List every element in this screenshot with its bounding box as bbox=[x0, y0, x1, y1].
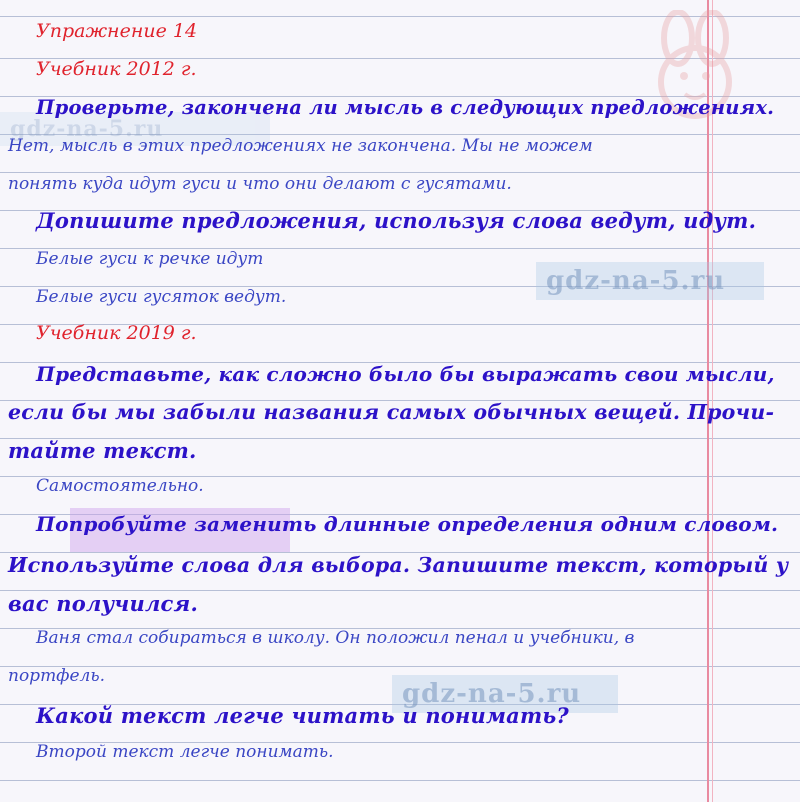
task-line: Представьте, как сложно было бы выражать свои мысли, bbox=[36, 362, 775, 386]
task-line: если бы мы забыли названия самых обычных вещей. Прочи- bbox=[8, 400, 775, 424]
task-line: Допишите предложения, используя слова ведут, идут. bbox=[36, 208, 757, 233]
textbook-2019-heading: Учебник 2019 г. bbox=[36, 322, 197, 344]
task-line: Какой текст легче читать и понимать? bbox=[36, 703, 569, 728]
answer-line: Ваня стал собираться в школу. Он положил пенал и учебники, в bbox=[36, 628, 635, 648]
watermark: gdz-na-5.ru bbox=[0, 112, 270, 146]
task-line: Проверьте, закончена ли мысль в следующих предложениях. bbox=[36, 96, 775, 119]
task-line: Попробуйте заменить длинные определения одним словом. bbox=[36, 512, 779, 536]
task-line: Используйте слова для выбора. Запишите текст, который у bbox=[8, 553, 789, 577]
answer-line: Белые гуси к речке идут bbox=[36, 249, 264, 269]
answer-line: портфель. bbox=[8, 666, 106, 686]
answer-line: Нет, мысль в этих предложениях не закончена. Мы не можем bbox=[8, 136, 593, 156]
task-line: вас получился. bbox=[8, 591, 198, 616]
answer-line: Белые гуси гусяток ведут. bbox=[36, 287, 287, 307]
answer-line: Самостоятельно. bbox=[36, 476, 204, 496]
answer-line: Второй текст легче понимать. bbox=[36, 742, 334, 762]
watermark: gdz-na-5.ru bbox=[536, 262, 764, 300]
textbook-2012-heading: Учебник 2012 г. bbox=[36, 58, 197, 80]
exercise-heading: Упражнение 14 bbox=[36, 20, 198, 42]
answer-line: понять куда идут гуси и что они делают с гусятами. bbox=[8, 174, 512, 194]
watermark: gdz-na-5.ru bbox=[392, 675, 618, 713]
task-line: тайте текст. bbox=[8, 438, 197, 463]
